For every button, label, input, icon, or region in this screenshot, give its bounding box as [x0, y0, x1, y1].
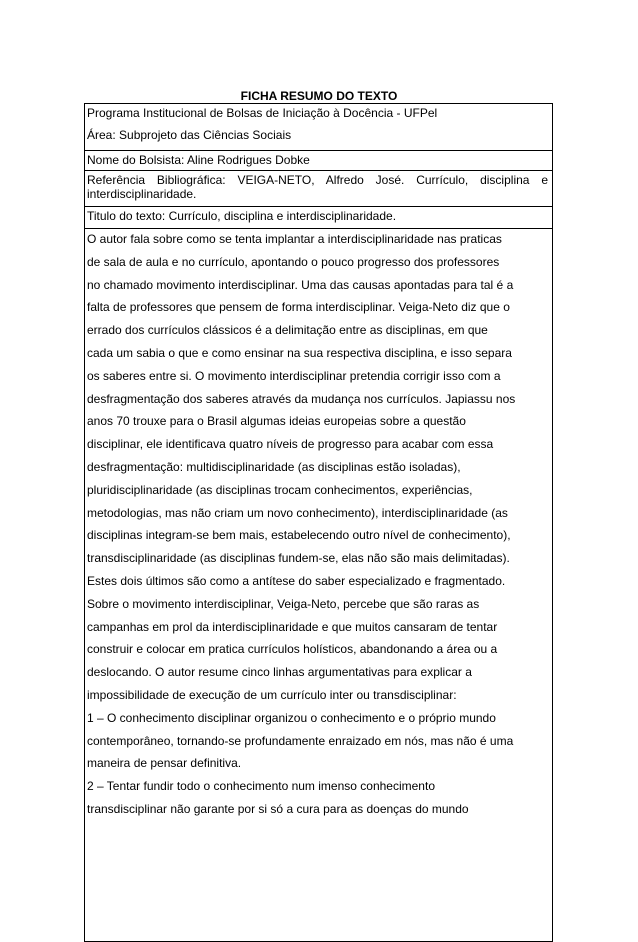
summary-line: contemporâneo, tornando-se profundamente enraizado em nós, mas não é uma [87, 733, 514, 748]
summary-line: os saberes entre si. O movimento interdisciplinar pretendia corrigir isso com a [87, 368, 501, 383]
summary-line: anos 70 trouxe para o Brasil algumas ideias europeias sobre a questão [87, 414, 466, 429]
program-field: Programa Institucional de Bolsas de Iniciação à Docência - UFPel [87, 106, 438, 120]
summary-line: campanhas em prol da interdisciplinaridade e que muitos cansaram de tentar [87, 619, 498, 634]
summary-line: falta de professores que pensem de forma interdisciplinar. Veiga-Neto diz que o [87, 300, 510, 315]
summary-line: pluridisciplinaridade (as disciplinas trocam conhecimentos, experiências, [87, 482, 473, 497]
area-field: Área: Subprojeto das Ciências Sociais [87, 128, 292, 142]
summary-line: cada um sabia o que e como ensinar na sua respectiva disciplina, e isso separa [87, 345, 512, 360]
document-title: FICHA RESUMO DO TEXTO [240, 89, 398, 103]
summary-line: de sala de aula e no currículo, apontando o pouco progresso dos professores [87, 254, 500, 269]
summary-line: metodologias, mas não criam um novo conhecimento), interdisciplinaridade (as [87, 505, 508, 520]
summary-line: impossibilidade de execução de um currículo inter ou transdisciplinar: [87, 687, 457, 702]
summary-line: disciplinar, ele identificava quatro níveis de progresso para acabar com essa [87, 437, 494, 452]
summary-line: errado dos currículos clássicos é a delimitação entre as disciplinas, em que [87, 323, 488, 338]
summary-line: O autor fala sobre como se tenta implantar a interdisciplinaridade nas praticas [87, 232, 502, 246]
summary-line: no chamado movimento interdisciplinar. Uma das causas apontadas para tal é a [87, 277, 514, 292]
text-title-field: Titulo do texto: Currículo, disciplina e interdisciplinaridade. [85, 207, 552, 229]
summary-line: 2 – Tentar fundir todo o conhecimento num imenso conhecimento [87, 779, 435, 794]
bibliographic-reference-field: Referência Bibliográfica: VEIGA-NETO, Alfredo José. Currículo, disciplina e interdisciplinaridade. [85, 171, 552, 207]
summary-line: desfragmentação: multidisciplinaridade (as disciplinas estão isoladas), [87, 459, 461, 474]
program-area-cell [85, 104, 552, 151]
summary-line: transdisciplinaridade (as disciplinas fundem-se, elas não são mais delimitadas). [87, 551, 510, 566]
summary-line: deslocando. O autor resume cinco linhas argumentativas para explicar a [87, 665, 472, 680]
student-name-field: Nome do Bolsista: Aline Rodrigues Dobke [85, 151, 552, 171]
summary-line: Sobre o movimento interdisciplinar, Veiga-Neto, percebe que são raras as [87, 596, 480, 611]
summary-line: Estes dois últimos são como a antítese do saber especializado e fragmentado. [87, 573, 506, 588]
summary-line: construir e colocar em pratica currículos holísticos, abandonando a área ou a [87, 642, 498, 657]
summary-line: maneira de pensar definitiva. [87, 756, 242, 771]
summary-line: 1 – O conhecimento disciplinar organizou o conhecimento e o próprio mundo [87, 710, 496, 725]
summary-form [84, 103, 553, 942]
summary-line: transdisciplinar não garante por si só a cura para as doenças do mundo [87, 801, 469, 816]
summary-line: disciplinas integram-se bem mais, estabelecendo outro nível de conhecimento), [87, 528, 511, 543]
summary-body [85, 229, 552, 941]
summary-line: desfragmentação dos saberes através da mudança nos currículos. Japiassu nos [87, 391, 516, 406]
